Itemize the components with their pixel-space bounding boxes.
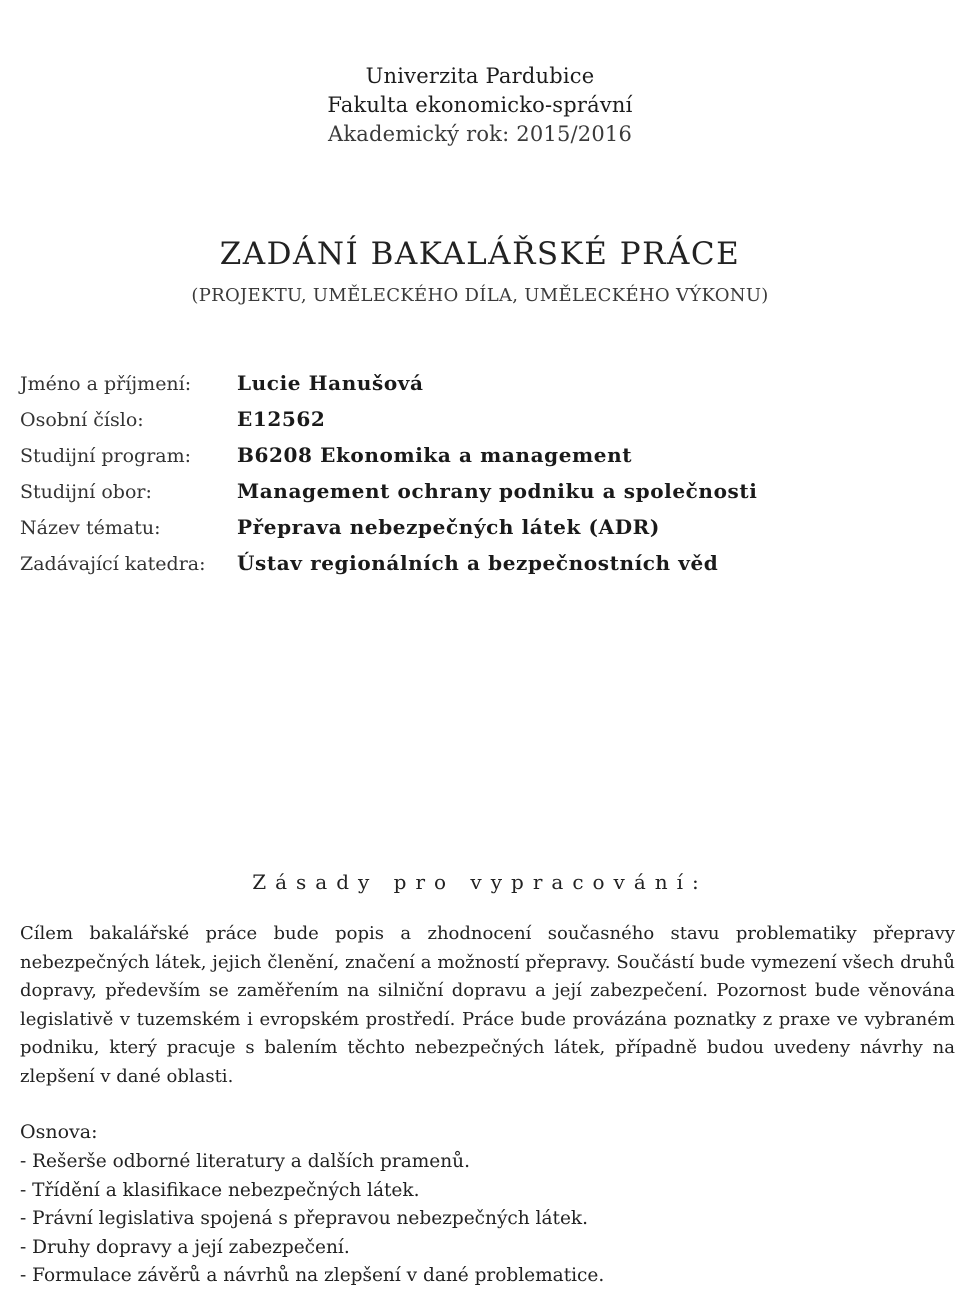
info-label: Studijní program: (20, 445, 192, 467)
outline-list (20, 1148, 940, 1291)
info-row-department (20, 551, 950, 587)
student-info (20, 371, 950, 587)
info-value: Ústav regionálních a bezpečnostních věd (237, 551, 719, 575)
faculty-name: Fakulta ekonomicko-správní (327, 93, 633, 117)
university-name: Univerzita Pardubice (365, 64, 595, 88)
list-item: - Právní legislativa spojená s přepravou nebezpečných látek. (20, 1208, 588, 1230)
info-label: Název tématu: (20, 517, 161, 539)
rules-paragraph: Cílem bakalářské práce bude popis a zhodnocení současného stavu problematiky přepravy nebezpečných látek, jejich členění, značení a možností přepravy. Součástí bude vymezení všech druhů dopravy, především se zaměřením na silniční dopravu a její zabezpečení. Pozornost bude věnována legislativě v tuzemském i evropském prostředí. Práce bude provázána poznatky z praxe ve vybraném podniku, který pracuje s balením těchto nebezpečných látek, případně budou uvedeny návrhy na zlepšení v dané oblasti. (20, 923, 955, 1087)
info-label: Jméno a příjmení: (20, 373, 192, 395)
info-label: Zadávající katedra: (20, 553, 206, 575)
info-value: B6208 Ekonomika a management (237, 443, 633, 467)
info-value: Lucie Hanušová (237, 371, 424, 395)
info-value: Přeprava nebezpečných látek (ADR) (237, 515, 660, 539)
document-title: ZADÁNÍ BAKALÁŘSKÉ PRÁCE (219, 236, 741, 272)
info-row-personal-number (20, 407, 950, 443)
list-item: - Rešerše odborné literatury a dalších pramenů. (20, 1151, 470, 1172)
list-item: - Formulace závěrů a návrhů na zlepšení v dané problematice. (20, 1265, 605, 1287)
info-value: Management ochrany podniku a společnosti (237, 479, 758, 503)
info-label: Studijní obor: (20, 481, 152, 503)
info-row-name (20, 371, 950, 407)
list-item: - Druhy dopravy a její zabezpečení. (20, 1236, 350, 1258)
info-value: E12562 (237, 407, 326, 431)
rules-heading: Zásady pro vypracování: (252, 870, 708, 894)
info-row-topic (20, 515, 950, 551)
info-row-study-program (20, 443, 950, 479)
list-item: - Třídění a klasifikace nebezpečných látek. (20, 1179, 420, 1201)
document-header (0, 62, 960, 149)
info-label: Osobní číslo: (20, 409, 144, 431)
document-subtitle: (PROJEKTU, UMĚLECKÉHO DÍLA, UMĚLECKÉHO VÝKONU) (191, 285, 769, 306)
info-row-field-of-study (20, 479, 950, 515)
outline-title: Osnova: (20, 1121, 98, 1143)
academic-year: Akademický rok: 2015/2016 (327, 122, 633, 146)
